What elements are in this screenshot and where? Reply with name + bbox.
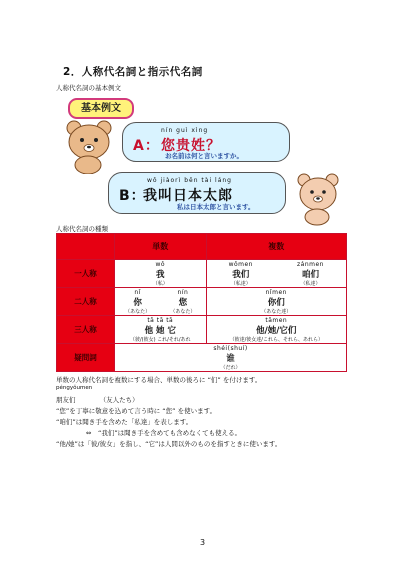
cell-singular: wǒ 我 （私） <box>115 260 207 288</box>
body-line: “您”を丁寧に敬意を込めて言う時に “您” を使います。 <box>56 407 217 415</box>
table-row <box>57 344 347 372</box>
page-number: 3 <box>200 538 206 547</box>
bear-b-icon <box>292 170 344 226</box>
table-corner <box>57 234 115 260</box>
row-label: 疑問詞 <box>57 344 115 372</box>
cell-singular: nǐ 你 （あなた） nín 您 （あなた） <box>115 288 207 316</box>
dialog-bubble-b <box>108 172 286 214</box>
example-chinese: 朋友们 <box>56 396 76 404</box>
bear-a-icon <box>60 118 118 174</box>
section-heading: 2．人称代名詞と指示代名詞 <box>63 66 203 78</box>
body-example <box>56 395 139 404</box>
body-line: “他/她”は「彼/彼女」を指し、“它”は人間以外のものを指すときに使います。 <box>56 440 282 448</box>
body-pinyin: péngyǒumen <box>56 385 93 391</box>
table-row <box>57 288 347 316</box>
body-line: 単数の人称代名詞を複数にする場合、単数の後ろに “们” を付けます。 <box>56 376 262 384</box>
row-label: 三人称 <box>57 316 115 344</box>
row-label: 二人称 <box>57 288 115 316</box>
dialog-b-japanese: 私は日本太郎と言います。 <box>177 203 255 211</box>
dialog-b-speaker: B： <box>119 188 146 204</box>
dialog-a-japanese: お名前は何と言いますか。 <box>165 152 243 160</box>
table-row <box>57 316 347 344</box>
body-line: “咱们”は聞き手を含めた「私達」を表します。 <box>56 418 193 426</box>
cell-plural: tāmen 他/她/它们 （彼達/彼女達/これら、それら、あれら） <box>206 316 346 344</box>
cell-plural: wǒmen 我们 （私達） zánmen 咱们 （私達） <box>206 260 346 288</box>
example-badge: 基本例文 <box>68 98 134 119</box>
col-singular: 単数 <box>115 234 207 260</box>
col-plural: 複数 <box>206 234 346 260</box>
dialog-a-chinese: 您贵姓？ <box>161 138 221 154</box>
cell-singular: tā tā tā 他 她 它 （彼/(彼女) これ/それ/あれ <box>115 316 207 344</box>
dialog-b-pinyin: wǒ jiàorì běn tài láng <box>147 177 232 184</box>
table-row <box>57 260 347 288</box>
dialog-a-pinyin: nín guì xìng <box>161 127 209 134</box>
table-title: 人称代名詞の種類 <box>56 225 108 233</box>
dialog-a-speaker: A： <box>133 138 160 154</box>
example-gloss: （友人たち） <box>99 396 139 404</box>
pronoun-table <box>56 233 347 372</box>
dialog-bubble-a <box>122 122 290 162</box>
cell-merged: shéi(shuí) 谁 （だれ） <box>115 344 347 372</box>
dialog-b-chinese: 我叫日本太郎 <box>143 188 233 204</box>
cell-plural: nǐmen 你们 （あなた達） <box>206 288 346 316</box>
body-line: ⇔ “我们”は聞き手を含めても含めなくても使える。 <box>86 429 242 437</box>
subheading: 人称代名詞の基本例文 <box>56 84 121 92</box>
row-label: 一人称 <box>57 260 115 288</box>
